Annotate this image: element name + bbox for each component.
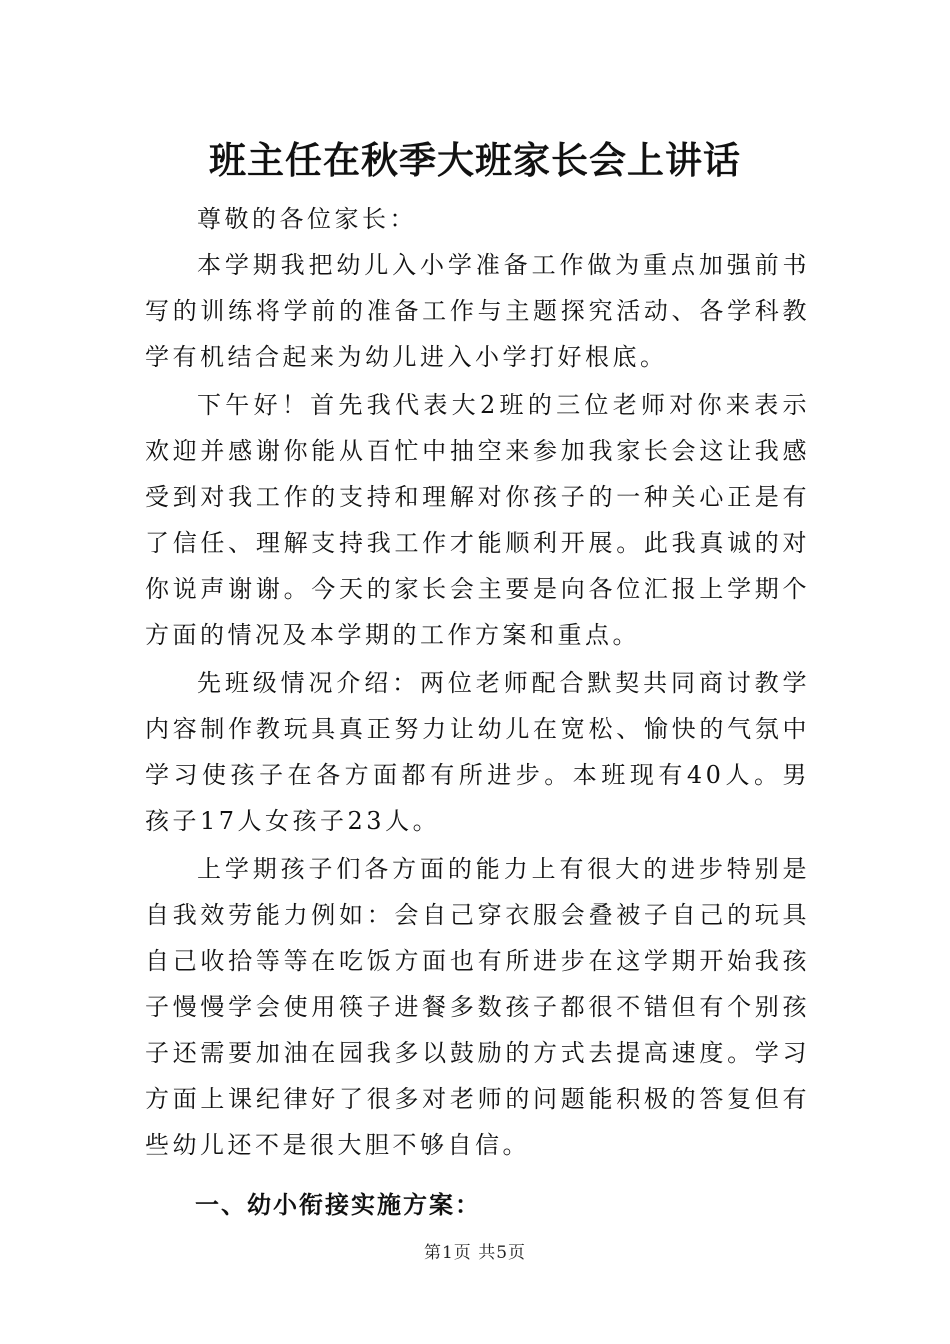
greeting-line: 尊敬的各位家长： bbox=[197, 205, 417, 233]
paragraph-1: 本学期我把幼儿入小学准备工作做为重点加强前书写的训练将学前的准备工作与主题探究活动、各学科教学有机结合起来为幼儿进入小学打好根底。 bbox=[145, 251, 810, 371]
section-heading: 一、幼小衔接实施方案： bbox=[195, 1191, 481, 1219]
paragraph-2: 下午好！首先我代表大2班的三位老师对你来表示欢迎并感谢你能从百忙中抽空来参加我家长会这让我感受到对我工作的支持和理解对你孩子的一种关心正是有了信任、理解支持我工作才能顺利开展。此我真诚的对你说声谢谢。今天的家长会主要是向各位汇报上学期个方面的情况及本学期的工作方案和重点。 bbox=[145, 391, 810, 649]
document-body bbox=[145, 196, 810, 1228]
document-title: 班主任在秋季大班家长会上讲话 bbox=[209, 138, 741, 182]
page-number-footer: 第1页 共5页 bbox=[423, 1243, 527, 1263]
paragraph-3: 先班级情况介绍：两位老师配合默契共同商讨教学内容制作教玩具真正努力让幼儿在宽松、愉快的气氛中学习使孩子在各方面都有所进步。本班现有40人。男孩子17人女孩子23人。 bbox=[145, 669, 810, 835]
paragraph-4: 上学期孩子们各方面的能力上有很大的进步特别是自我效劳能力例如：会自己穿衣服会叠被子自己的玩具自己收拾等等在吃饭方面也有所进步在这学期开始我孩子慢慢学会使用筷子进餐多数孩子都很不错但有个别孩子还需要加油在园我多以鼓励的方式去提高速度。学习方面上课纪律好了很多对老师的问题能积极的答复但有些幼儿还不是很大胆不够自信。 bbox=[145, 855, 810, 1159]
